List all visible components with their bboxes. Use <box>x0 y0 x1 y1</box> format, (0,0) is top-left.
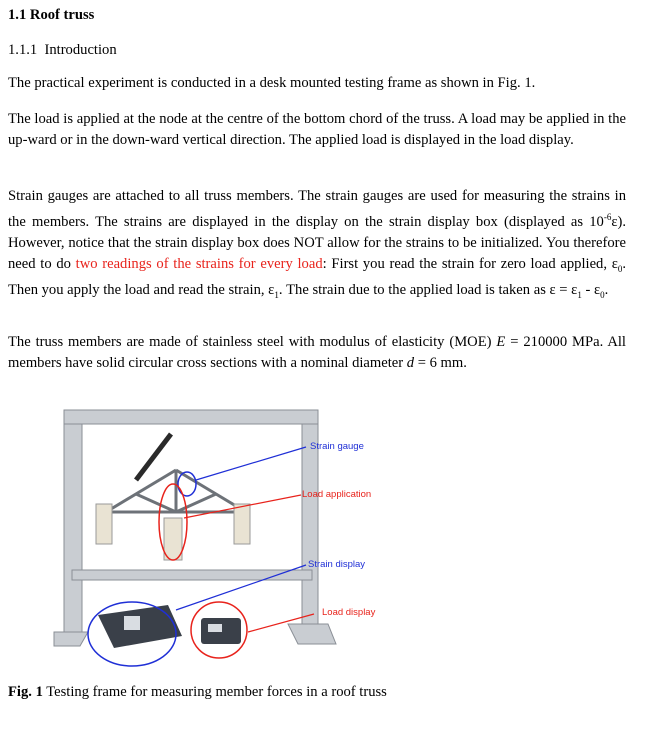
paragraph-material: The truss members are made of stainless steel with modulus of elasticity (MOE) E = 210000 MPa. All members have solid circular cross sections with a nominal diameter d = 6 mm. <box>8 334 626 371</box>
strain-gauge-pointer <box>196 447 306 480</box>
section-heading <box>8 5 626 26</box>
section-title: Roof truss <box>29 7 95 23</box>
label-load-application: Load application <box>302 489 372 500</box>
subsection-heading <box>8 40 626 61</box>
paragraph-strain: Strain gauges are attached to all truss members. The strain gauges are used for measuring the strains in the members. The strains are displayed in the display on the strain display box (displayed as $10^{-6}\varepsilon$). However, notice that the strain display box does NOT allow for the strains to be initialized. You therefore need to do two readings of the strains for every load: First you read the strain for zero load applied, $\varepsilon_0$. Then you apply the load and read the strain, $\varepsilon_1$. The strain due to the applied load is taken as $\varepsilon = \varepsilon_1 - \varepsilon_0$. <box>8 188 626 300</box>
truss <box>106 470 246 512</box>
caption-text: Testing frame for measuring member forces in a roof truss <box>42 684 387 700</box>
section-number: 1.1 <box>8 7 27 23</box>
figure-caption <box>8 684 387 701</box>
subsection-number: 1.1.1 <box>8 42 38 58</box>
paragraph-intro: The practical experiment is conducted in a desk mounted testing frame as shown in Fig. 1. <box>8 75 536 91</box>
paragraph-load: The load is applied at the node at the centre of the bottom chord of the truss. A load may be applied in the up-ward or in the down-ward vertical direction. The applied load is displayed in the load display. <box>8 111 626 148</box>
label-load-display: Load display <box>322 607 376 618</box>
label-strain-gauge: Strain gauge <box>310 441 364 452</box>
label-strain-display: Strain display <box>308 559 366 570</box>
caption-label: Fig. 1 <box>8 684 43 700</box>
subsection-title: Introduction <box>44 42 117 58</box>
strain-display-box <box>98 605 182 648</box>
highlight-text: two readings of the strains for every load <box>75 255 323 272</box>
